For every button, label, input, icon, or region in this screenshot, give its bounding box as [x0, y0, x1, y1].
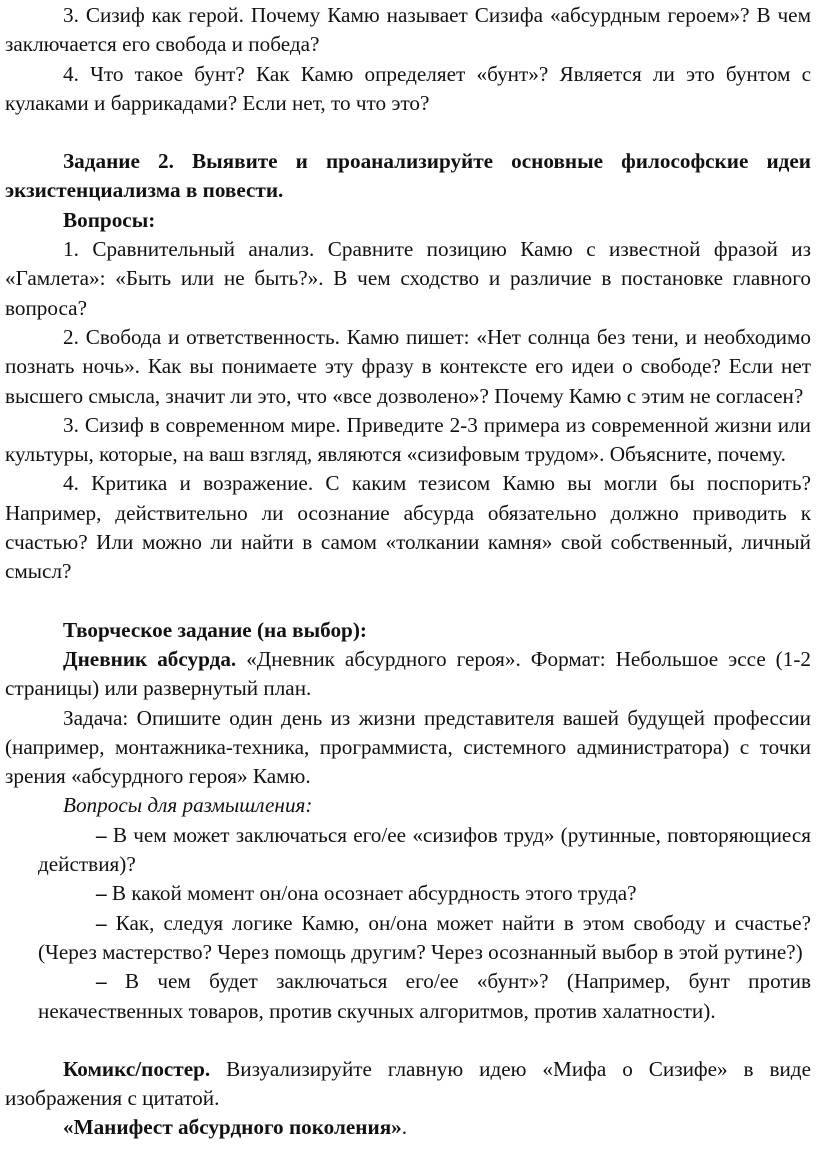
task2-question-2: 2. Свобода и ответственность. Камю пишет: «Нет солнца без тени, и необходимо познать ночь». Как вы понимаете эту фразу в контексте его идеи о свободе? Если нет высшего смысла, значит ли это, что «все дозволено»? Почему Камю с этим не согласен? [5, 324, 811, 408]
diary-paragraph [5, 645, 811, 704]
reflection-item-text: В чем будет заключаться его/ее «бунт»? (Например, бунт против некачественных товаров, против скучных алгоритмов, против халатности). [38, 969, 811, 1023]
task2-question-1: 1. Сравнительный анализ. Сравните позицию Камю с известной фразой из «Гамлета»: «Быть или не быть?». В чем сходство и различие в постановке главного вопроса? [5, 237, 811, 320]
task2-question-4: 4. Критика и возражение. С каким тезисом Камю вы могли бы поспорить? Например, действительно ли осознание абсурда обязательно должно приводить к счастью? Или можно ли найти в самом «толкании камня» свой собственный, личный смысл? [5, 471, 811, 584]
diary-text: «Дневник абсурдного героя». Формат: Небольшое эссе (1-2 страницы) или развернутый план. [5, 646, 811, 701]
dash-bullet: – [96, 822, 107, 847]
reflection-item-text: В какой момент он/она осознает абсурдность этого труда? [111, 881, 637, 906]
creative-heading: Творческое задание (на выбор): [63, 617, 367, 642]
reflection-item [5, 879, 811, 908]
diary-title: Дневник абсурда. [63, 646, 237, 671]
task2-questions-label: Вопросы: [63, 207, 156, 232]
spacer [5, 1026, 811, 1055]
document-page [5, 1, 811, 1143]
comic-text: Визуализируйте главную идею «Мифа о Сизифе» в виде изображения с цитатой. [5, 1056, 811, 1111]
spacer [5, 587, 811, 616]
manifest-title: «Манифест абсурдного поколения» [63, 1115, 402, 1140]
dash-bullet: – [96, 881, 107, 906]
creative-task-text: Задача: Опишите один день из жизни представителя вашей будущей профессии (например, монтажника-техника, программиста, системного администратора) с точки зрения «абсурдного героя» Камю. [5, 705, 811, 789]
reflection-item-text: В чем может заключаться его/ее «сизифов труд» (рутинные, повторяющиеся действия)? [38, 822, 812, 877]
manifest-paragraph [5, 1113, 811, 1142]
task2-heading: Задание 2. Выявите и проанализируйте основные философские идеи экзистенциализма в повести. [5, 149, 811, 203]
dash-bullet: – [96, 969, 107, 994]
manifest-tail: . [401, 1115, 408, 1140]
dash-bullet: – [96, 910, 107, 935]
intro-question-4: 4. Что такое бунт? Как Камю определяет «бунт»? Является ли это бунтом с кулаками и баррикадами? Если нет, то что это? [5, 61, 811, 115]
spacer [5, 118, 811, 147]
reflection-item [5, 967, 811, 1026]
reflection-label: Вопросы для размышления: [63, 793, 313, 818]
comic-paragraph [5, 1055, 811, 1114]
intro-question-3: 3. Сизиф как герой. Почему Камю называет Сизифа «абсурдным героем»? В чем заключается его свобода и победа? [5, 3, 811, 57]
reflection-item-text: Как, следуя логике Камю, он/она может найти в этом свободу и счастье? (Через мастерство? Через помощь другим? Через осознанный выбор в этой рутине?) [38, 910, 811, 964]
task2-question-3: 3. Сизиф в современном мире. Приведите 2-3 примера из современной жизни или культуры, которые, на ваш взгляд, являются «сизифовым трудом». Объясните, почему. [5, 412, 811, 467]
reflection-item [5, 821, 811, 880]
comic-title: Комикс/постер. [63, 1056, 211, 1081]
reflection-item [5, 909, 811, 968]
